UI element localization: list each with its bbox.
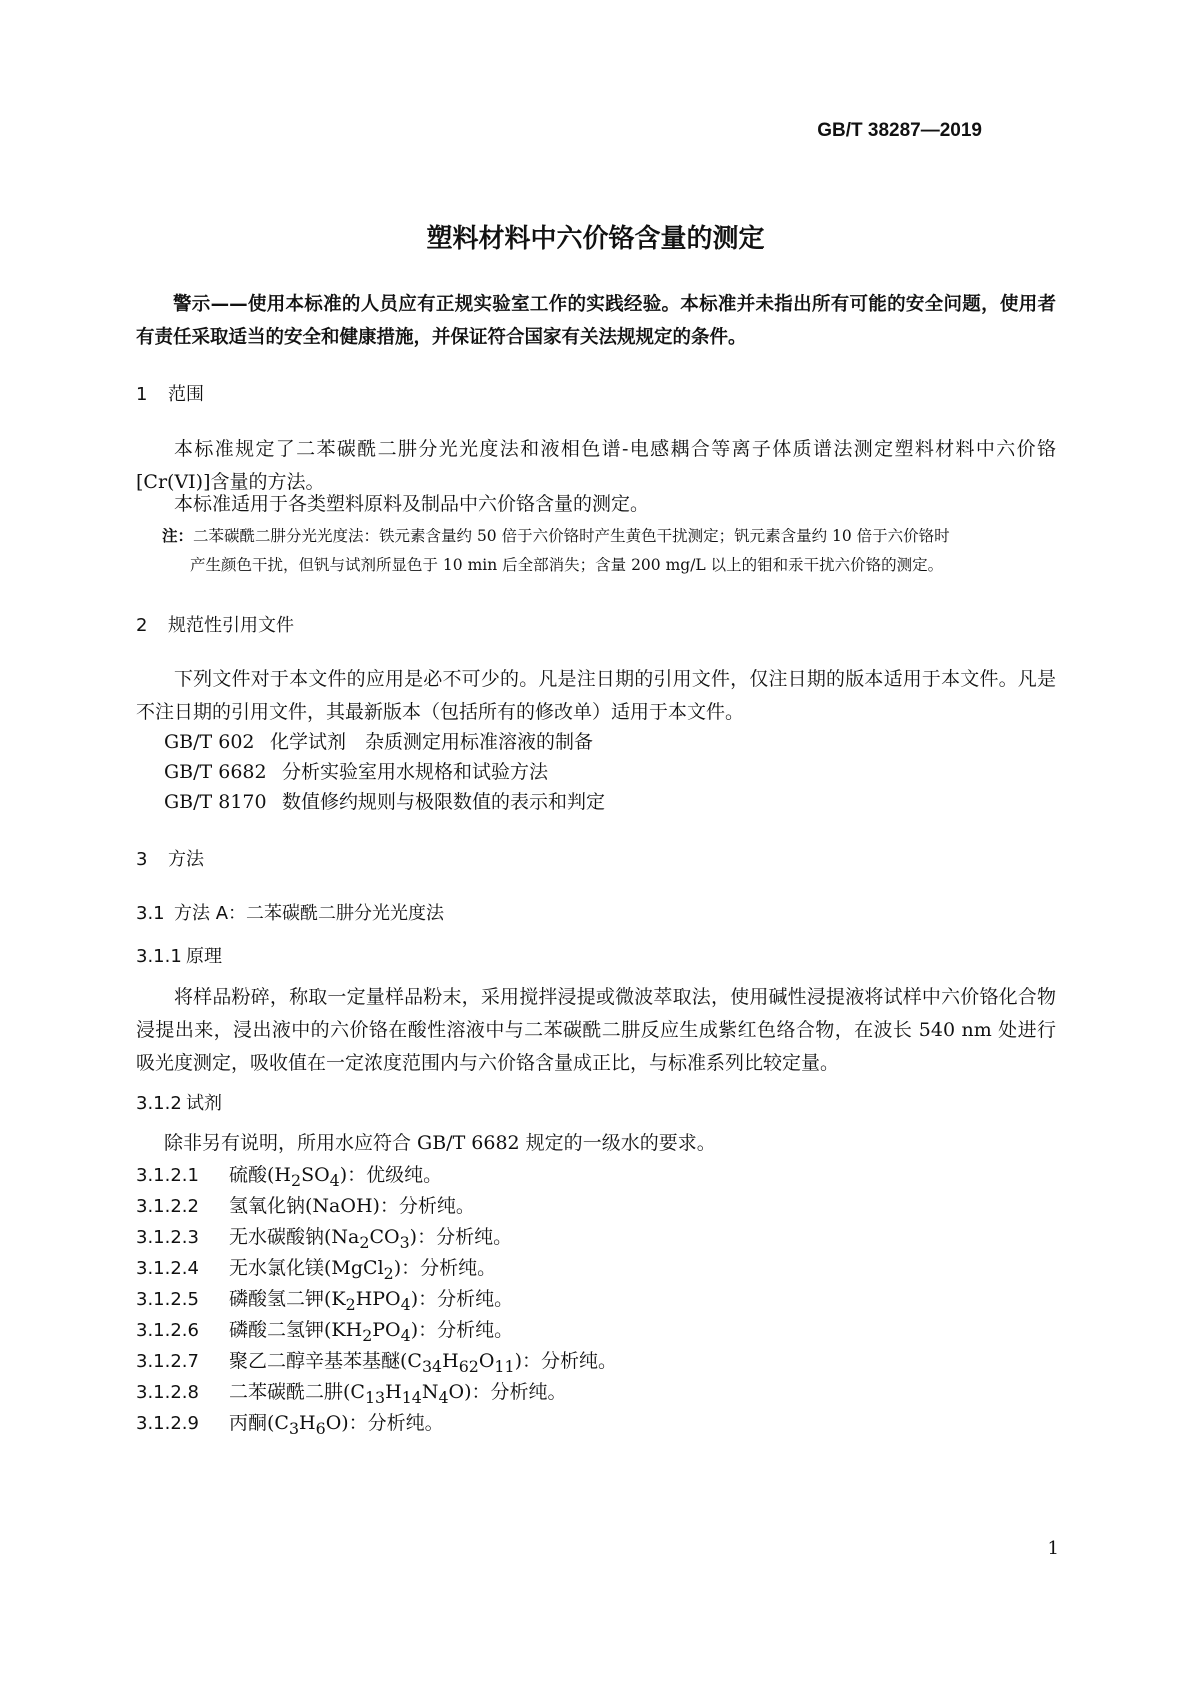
scope-note-line-2: 产生颜色干扰，但钒与试剂所显色于 10 min 后全部消失；含量 200 mg/L 以上的钼和汞干扰六价铬的测定。 [190,556,944,574]
section-number: 2 [136,615,148,636]
reference-code: GB/T 6682 [164,761,267,783]
note-label: 注： [162,527,194,545]
document-title: 塑料材料中六价铬含量的测定 [426,224,765,254]
reference-code: GB/T 602 [164,731,255,753]
reagent-text: 聚乙二醇辛基苯基醚$(C_{34}H_{62}O_{11})$：分析纯。 [229,1350,617,1376]
reagent-item [136,1315,513,1345]
reagent-number: 3.1.2.4 [136,1258,199,1279]
reference-item [164,787,605,814]
reference-item [164,727,593,754]
reagent-item [136,1160,442,1190]
subsection-3-1-1-heading [136,942,222,968]
reagent-item [136,1377,567,1407]
section-number: 3.1.2 [136,1093,182,1114]
warning-paragraph: 警示——使用本标准的人员应有正规实验室工作的实践经验。本标准并未指出所有可能的安全问题，使用者有责任采取适当的安全和健康措施，并保证符合国家有关法规规定的条件。 [136,294,1056,348]
reference-item [164,757,548,784]
note-text: 二苯碳酰二肼分光光度法：铁元素含量约 50 倍于六价铬时产生黄色干扰测定；钒元素含量约 10 倍于六价铬时 [193,527,950,545]
section-title: 方法 A：二苯碳酰二肼分光光度法 [174,903,445,924]
reagent-text: 磷酸二氢钾$(KH_2PO_4)$：分析纯。 [229,1319,514,1345]
section-title: 试剂 [186,1093,222,1114]
reagent-number: 3.1.2.1 [136,1165,199,1186]
reagent-text: 无水氯化镁(MgCl$_2$)：分析纯。 [229,1257,497,1283]
section-number: 3.1.1 [136,946,182,967]
reagent-number: 3.1.2.3 [136,1227,199,1248]
reagent-number: 3.1.2.6 [136,1320,199,1341]
reference-code: GB/T 8170 [164,791,267,813]
section-number: 3.1 [136,903,165,924]
subsection-3-1-heading [136,899,444,925]
reagent-number: 3.1.2.2 [136,1196,199,1217]
reagent-number: 3.1.2.9 [136,1413,199,1434]
section-title: 范围 [168,384,204,405]
reagent-text: 丙酮$(C_3H_6O)$：分析纯。 [229,1412,444,1438]
reagent-number: 3.1.2.8 [136,1382,199,1403]
scope-paragraph-1: 本标准规定了二苯碳酰二肼分光光度法和液相色谱-电感耦合等离子体质谱法测定塑料材料中六价铬[Cr(VI)]含量的方法。 [136,438,1056,493]
reference-title: 化学试剂 杂质测定用标准溶液的制备 [270,731,594,753]
reference-title: 分析实验室用水规格和试验方法 [282,761,549,783]
page-number: 1 [1047,1538,1059,1559]
subsection-3-1-2-heading [136,1089,222,1115]
standard-number: GB/T 38287—2019 [817,120,982,141]
section-2-heading [136,611,294,637]
reagent-text: 无水碳酸钠$(Na_2CO_3)$：分析纯。 [229,1226,513,1252]
reagent-text: 硫酸$(H_2SO_4)$：优级纯。 [229,1164,443,1190]
normative-references-paragraph: 下列文件对于本文件的应用是必不可少的。凡是注日期的引用文件，仅注日期的版本适用于本文件。凡是不注日期的引用文件，其最新版本（包括所有的修改单）适用于本文件。 [136,668,1056,723]
reagent-number: 3.1.2.5 [136,1289,199,1310]
reagent-item [136,1408,444,1438]
reference-title: 数值修约规则与极限数值的表示和判定 [282,791,606,813]
reagent-item [136,1191,475,1218]
section-number: 3 [136,849,148,870]
scope-note-line-1 [162,522,950,551]
reagents-intro: 除非另有说明，所用水应符合 GB/T 6682 规定的一级水的要求。 [164,1132,716,1154]
reagent-item [136,1222,512,1252]
reagent-text: 二苯碳酰二肼$(C_{13}H_{14}N_4O)$：分析纯。 [229,1381,567,1407]
reagent-text: 磷酸氢二钾$(K_2HPO_4)$：分析纯。 [229,1288,514,1314]
reagent-item [136,1253,496,1283]
section-number: 1 [136,384,148,405]
reagent-item [136,1284,513,1314]
section-title: 原理 [186,946,222,967]
reagent-item [136,1346,617,1376]
section-3-heading [136,845,204,871]
section-1-heading [136,380,204,406]
reagent-number: 3.1.2.7 [136,1351,199,1372]
section-title: 方法 [168,849,204,870]
section-title: 规范性引用文件 [168,615,294,636]
scope-paragraph-2: 本标准适用于各类塑料原料及制品中六价铬含量的测定。 [174,493,650,515]
reagent-text: 氢氧化钠(NaOH)：分析纯。 [229,1195,475,1217]
principle-paragraph: 将样品粉碎，称取一定量样品粉末，采用搅拌浸提或微波萃取法，使用碱性浸提液将试样中六价铬化合物浸提出来，浸出液中的六价铬在酸性溶液中与二苯碳酰二肼反应生成紫红色络合物，在波长 540 nm 处进行吸光度测定，吸收值在一定浓度范围内与六价铬含量成正比，与标准系列比较定量。 [136,986,1056,1074]
